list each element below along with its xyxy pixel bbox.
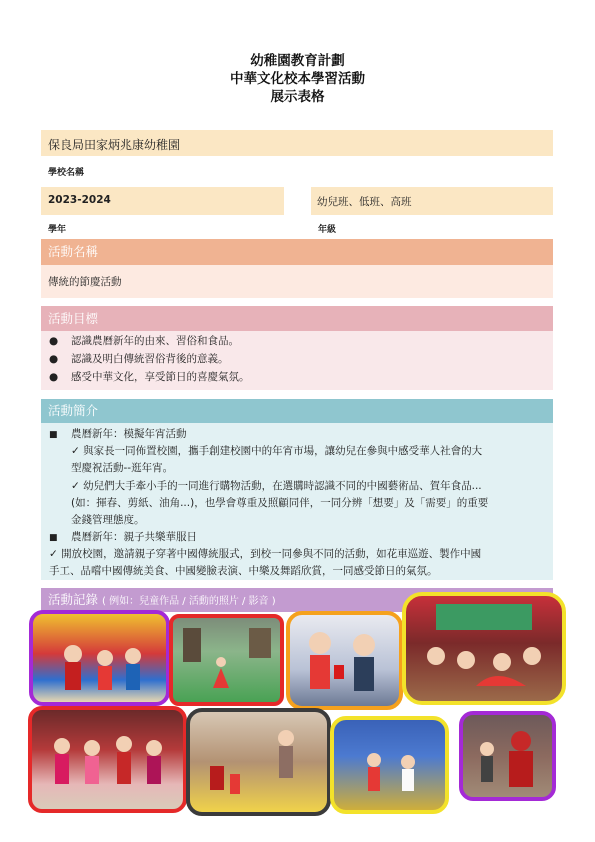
- objective-item: 認識農曆新年的由來、習俗和食品。: [71, 335, 239, 347]
- school-year-label: 學年: [48, 225, 67, 235]
- records-heading-title: 活動記錄: [48, 592, 99, 607]
- page-title-line2: 中華文化校本學習活動: [230, 71, 365, 87]
- face-changing-photo: [459, 711, 556, 801]
- activity-name-heading: 活動名稱: [41, 239, 553, 265]
- school-name-field: 保良局田家炳兆康幼稚園: [41, 130, 553, 156]
- children-red-packets-photo: [286, 611, 403, 710]
- square-bullet-icon: ■: [49, 430, 58, 440]
- intro-heading: 活動簡介: [41, 399, 553, 423]
- school-name-label: 學校名稱: [48, 168, 85, 178]
- stage-performance-photo: [330, 716, 449, 814]
- photo-icon: [334, 720, 445, 810]
- school-year-field: 2023-2024: [41, 187, 284, 215]
- intro-section2-line2: 手工、品嚐中國傳統美食、中國變臉表演、中樂及舞蹈欣賞，一同感受節日的氣氛。: [49, 565, 438, 577]
- bullet-icon: ●: [49, 353, 59, 365]
- photo-icon: [173, 618, 280, 702]
- grade-label: 年級: [318, 225, 337, 235]
- square-bullet-icon: ■: [49, 533, 58, 543]
- market-street-photo: [169, 614, 284, 706]
- page-title-line1: 幼稚園教育計劃: [250, 53, 345, 69]
- intro-body: [41, 423, 553, 580]
- objectives-heading: 活動目標: [41, 306, 553, 331]
- intro-section1-p1-line2: 型慶祝活動--逛年宵。: [71, 462, 174, 474]
- objective-item: 感受中華文化，享受節日的喜慶氣氛。: [71, 371, 250, 383]
- intro-section2-title: 農曆新年：親子共樂華服日: [71, 531, 197, 543]
- grade-field: 幼兒班、低班、高班: [311, 187, 553, 215]
- photo-icon: [463, 715, 552, 797]
- activity-name-text: 傳統的節慶活動: [41, 265, 553, 298]
- photo-icon: [190, 712, 327, 812]
- bullet-icon: ●: [49, 371, 59, 383]
- intro-section1-p1-line1: ✓ 與家長一同佈置校園，攜手創建校園中的年宵市場，讓幼兒在參與中感受華人社會的大: [71, 445, 483, 457]
- records-heading-note: ( 例如：兒童作品 / 活動的照片 / 影音 ): [102, 596, 276, 607]
- intro-section1-p2-line3: 金錢管理態度。: [71, 514, 145, 526]
- classroom-group-photo: [29, 610, 170, 706]
- photo-icon: [32, 710, 183, 809]
- intro-section1-p2-line2: (如：揮春、剪紙、油角...)，也學會尊重及照顧同伴，一同分辨「想要」及「需要」的重要: [71, 497, 489, 509]
- intro-section1-p2-line1: ✓ 幼兒們大手牽小手的一同進行購物活動，在選購時認識不同的中國藝術品、賀年食品...: [71, 480, 482, 492]
- objectives-body: [41, 331, 553, 390]
- bullet-icon: ●: [49, 335, 59, 347]
- page-title-line3: 展示表格: [270, 89, 325, 105]
- photo-icon: [406, 596, 562, 701]
- intro-section2-line1: ✓ 開放校園，邀請親子穿著中國傳統服式，到校一同參與不同的活動，如花車巡遊、製作中國: [49, 548, 482, 560]
- objective-item: 認識及明白傳統習俗背後的意義。: [71, 353, 229, 365]
- costume-group-photo: [28, 706, 187, 813]
- photo-icon: [33, 614, 166, 702]
- intro-section1-title: 農曆新年：模擬年宵活動: [71, 428, 187, 440]
- lion-dance-hall-photo: [402, 592, 566, 705]
- photo-icon: [290, 615, 399, 706]
- lantern-parade-photo: [186, 708, 331, 816]
